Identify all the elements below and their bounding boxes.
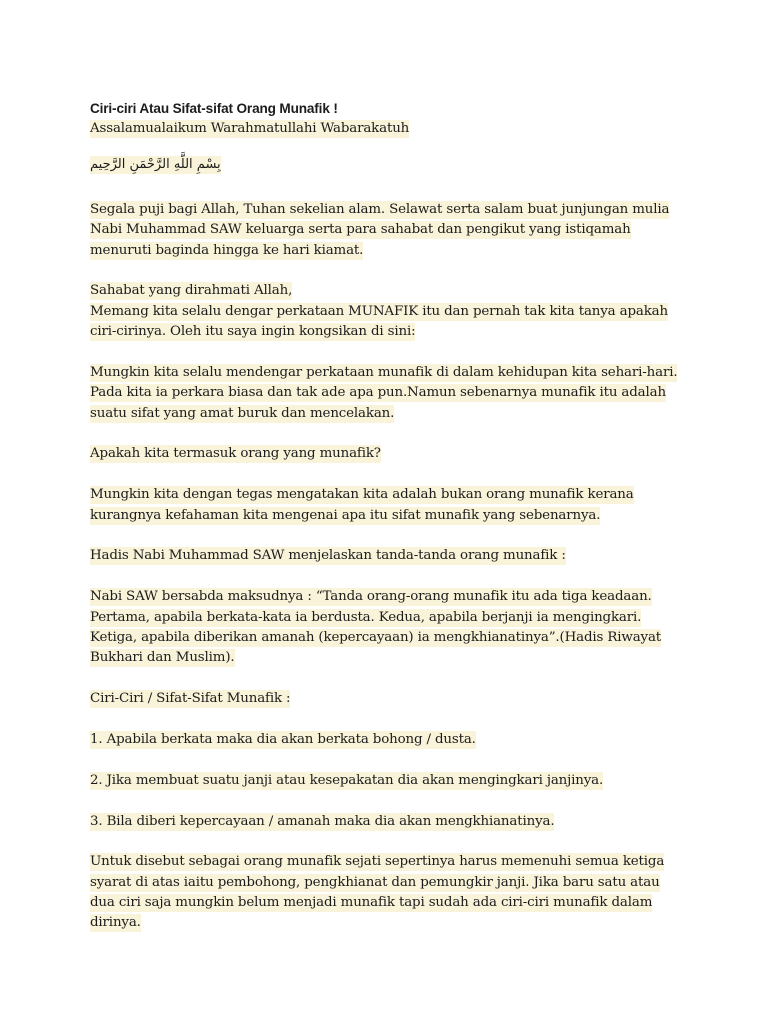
document-title: Ciri-ciri Atau Sifat-sifat Orang Munafik ! — [90, 101, 338, 116]
paragraph-introduction: Sahabat yang dirahmati Allah, Memang kita selalu dengar perkataan MUNAFIK itu dan pernah tak kita tanya apakah ciri-cirinya. Oleh itu saya ingin kongsikan di sini: — [90, 283, 668, 340]
document-page — [90, 99, 690, 934]
paragraph-hadith-quote: Nabi SAW bersabda maksudnya : “Tanda orang-orang munafik itu ada tiga keadaan. Pertama, apabila berkata-kata ia berdusta. Kedua, apabila berjanji ia mengingkari. Ketiga, apabila diberikan amanah (kepercayaan) ia mengkhianatinya”.(Hadis Riwayat Bukhari dan Muslim). — [90, 589, 662, 666]
list-item: 2. Jika membuat suatu janji atau kesepakatan dia akan mengingkari janjinya. — [90, 772, 604, 788]
list-item: 1. Apabila berkata maka dia akan berkata bohong / dusta. — [90, 731, 476, 747]
greeting: Assalamualaikum Warahmatullahi Wabarakatuh — [90, 121, 410, 136]
paragraph-understanding: Mungkin kita dengan tegas mengatakan kita adalah bukan orang munafik kerana kurangnya kefahaman kita mengenai apa itu sifat munafik yang sebenarnya. — [90, 487, 634, 523]
paragraph-question: Apakah kita termasuk orang yang munafik? — [90, 446, 381, 462]
paragraph-hadith-intro: Hadis Nabi Muhammad SAW menjelaskan tanda-tanda orang munafik : — [90, 548, 566, 564]
paragraph-praise: Segala puji bagi Allah, Tuhan sekelian alam. Selawat serta salam buat junjungan mulia Nabi Muhammad SAW keluarga serta para sahabat dan pengikut yang istiqamah menuruti baginda hingga ke hari kiamat. — [90, 201, 670, 258]
paragraph-meaning: Mungkin kita selalu mendengar perkataan munafik di dalam kehidupan kita sehari-hari. Pada kita ia perkara biasa dan tak ade apa pun.Namun sebenarnya munafik itu adalah suatu sifat yang amat buruk dan mencelakan. — [90, 364, 678, 421]
section-heading-traits: Ciri-Ciri / Sifat-Sifat Munafik : — [90, 691, 291, 707]
basmalah: بِسْمِ اللَّهِ الرَّحْمَنِ الرَّحِيم — [90, 157, 221, 173]
paragraph-conclusion: Untuk disebut sebagai orang munafik sejati sepertinya harus memenuhi semua ketiga syarat di atas iaitu pembohong, pengkhianat dan pemungkir janji. Jika baru satu atau dua ciri saja mungkin belum menjadi munafik tapi sudah ada ciri-ciri munafik dalam dirinya. — [90, 854, 665, 931]
list-item: 3. Bila diberi kepercayaan / amanah maka dia akan mengkhianatinya. — [90, 813, 555, 829]
